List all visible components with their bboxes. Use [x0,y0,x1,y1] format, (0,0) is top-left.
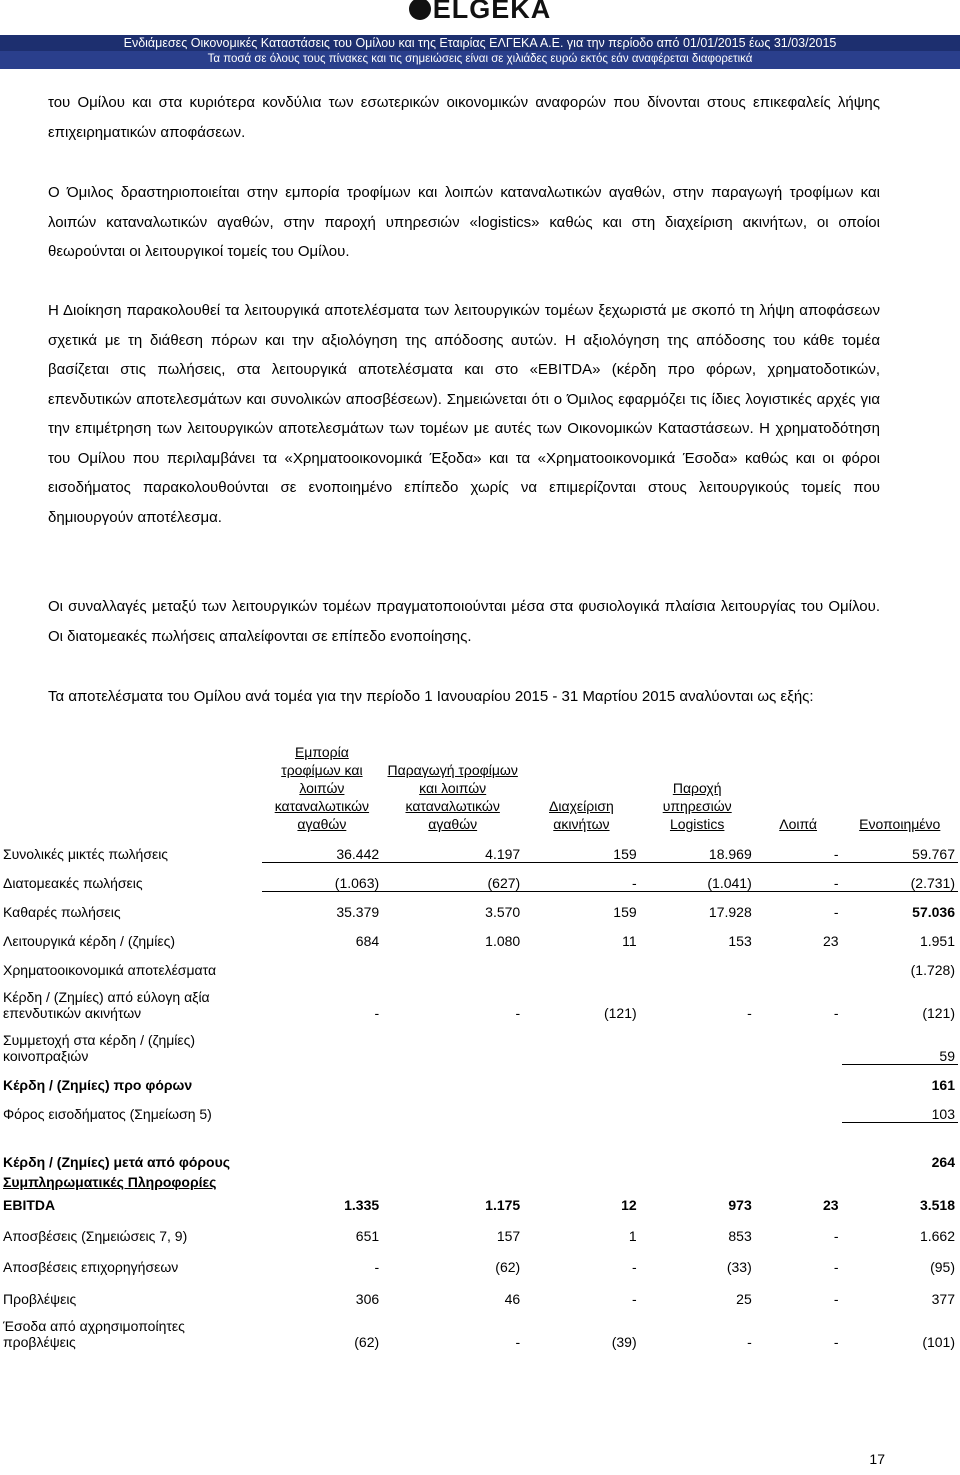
cell-value: 306 [355,1291,380,1307]
cell-value: - [833,1005,839,1021]
cell-value: 25 [736,1291,752,1307]
cell-value: (62) [495,1259,521,1275]
cell-value: 35.379 [336,904,380,920]
cell-value [842,1170,958,1190]
cell-value: (95) [930,1259,955,1275]
col-header: Παραγωγή τροφίμων και λοιπών καταναλωτικών αγαθών [387,762,518,832]
cell-value: (1.063) [262,862,383,891]
cell-value: 59.767 [842,833,958,862]
cell-value [640,1064,755,1093]
cell-value [523,1093,639,1122]
cell-value: 59 [842,1021,958,1064]
segment-results-table [0,743,958,1350]
row-label: Λειτουργικά κέρδη / (ζημίες) [3,933,176,949]
row-label: Αποσβέσεις (Σημειώσεις 7, 9) [3,1228,188,1244]
cell-value: 103 [842,1093,958,1122]
cell-value: 4.197 [382,833,523,862]
cell-value: 1 [628,1228,637,1244]
cell-value [755,1093,842,1122]
table-row [0,891,958,920]
cell-value: (33) [726,1259,752,1275]
row-label: Συμμετοχή στα κέρδη / (ζημίες) κοινοπραξιών [3,1032,196,1064]
cell-value: 153 [728,933,752,949]
table-row [0,978,958,1021]
paragraph-1: του Ομίλου και στα κυριότερα κονδύλια των εσωτερικών οικονομικών αναφορών που δίνονται στους επικεφαλείς λήψης επιχειρηματικών αποφάσεων. [48,94,880,141]
cell-value: 36.442 [262,833,383,862]
cell-value [523,1122,639,1170]
table-row [0,862,958,891]
table-row [0,1064,958,1093]
table-row [0,920,958,949]
logo-text: ELGEKA [432,0,552,24]
cell-value [755,1064,842,1093]
col-header: Λοιπά [779,816,818,832]
cell-value: 651 [355,1228,380,1244]
col-header: Εμπορία τροφίμων και λοιπών καταναλωτικών αγαθών [274,744,370,832]
paragraph-2: Ο Όμιλος δραστηριοποιείται στην εμπορία τροφίμων και λοιπών καταναλωτικών αγαθών, στην παραγωγή τροφίμων και λοιπών καταναλωτικών αγαθών, στην παροχή υπηρεσιών «logistics» καθώς και στη διαχείριση ακινήτων, οι οποίοι θεωρούνται οι λειτουργικοί τομείς του Ομίλου. [48,184,880,260]
cell-value: 264 [931,1154,955,1170]
cell-value: 23 [822,933,839,949]
cell-value [755,949,842,978]
col-header: Ενοποιημένο [859,816,941,832]
cell-value: 1.335 [344,1197,380,1213]
table-row [0,1190,958,1213]
cell-value: 1.662 [919,1228,955,1244]
cell-value [640,1093,755,1122]
col-header: Παροχή υπηρεσιών Logistics [662,780,732,832]
cell-value: (121) [603,1005,637,1021]
cell-value: (121) [922,1005,955,1021]
cell-value [755,1122,842,1170]
cell-value: - [631,1291,637,1307]
table-row [0,1170,958,1190]
table-row [0,1275,958,1307]
table-row [0,949,958,978]
cell-value: 159 [613,904,637,920]
cell-value: - [374,1005,380,1021]
cell-value: - [515,1005,521,1021]
cell-value: 3.570 [485,904,521,920]
cell-value: 1.175 [485,1197,521,1213]
header-subtitle: Τα ποσά σε όλους τους πίνακες και τις σημειώσεις είναι σε χιλιάδες ευρώ εκτός εάν αναφέρεται διαφορετικά [0,51,960,69]
row-label: EBITDA [3,1197,56,1213]
cell-value [262,1093,383,1122]
cell-value: 3.518 [919,1197,955,1213]
cell-value [382,1021,523,1064]
row-label: Χρηματοοικονομικά αποτελέσματα [3,962,217,978]
cell-value [640,1021,755,1064]
cell-value: (101) [922,1334,955,1350]
cell-value: 159 [523,833,639,862]
cell-value: 46 [504,1291,521,1307]
cell-value: - [755,833,842,862]
cell-value: 23 [822,1197,839,1213]
cell-value: - [515,1334,521,1350]
cell-value: - [833,1228,839,1244]
cell-value: 973 [728,1197,752,1213]
cell-value [523,1064,639,1093]
cell-value [640,949,755,978]
cell-value: (62) [354,1334,380,1350]
table-row [0,833,958,862]
cell-value: 377 [931,1291,955,1307]
cell-value: (627) [382,862,523,891]
cell-value [382,949,523,978]
cell-value: (2.731) [842,862,958,891]
table-row [0,1021,958,1064]
cell-value: 684 [355,933,380,949]
cell-value: 853 [728,1228,752,1244]
cell-value [755,1170,842,1190]
cell-value: 1.080 [485,933,521,949]
paragraph-4: Οι συναλλαγές μεταξύ των λειτουργικών τομέων πραγματοποιούνται μέσα στα φυσιολογικά πλαίσια λειτουργίας του Ομίλου. Οι διατομεακές πωλήσεις απαλείφονται σε επίπεδο ενοποίησης. [48,598,880,645]
cell-value: 161 [931,1077,955,1093]
cell-value [262,949,383,978]
row-label: Έσοδα από αχρησιμοποίητες προβλέψεις [3,1318,185,1350]
row-label: Προβλέψεις [3,1291,77,1307]
cell-value: (1.728) [910,962,955,978]
cell-value: 11 [622,933,637,949]
cell-value: - [833,1291,839,1307]
cell-value: - [833,1334,839,1350]
cell-value [523,949,639,978]
table-row [0,1244,958,1275]
cell-value: - [523,862,639,891]
cell-value [262,1122,383,1170]
table-row [0,1093,958,1122]
cell-value [523,1021,639,1064]
col-header: Διαχείριση ακινήτων [549,798,614,832]
cell-value: (1.041) [640,862,755,891]
row-label: Αποσβέσεις επιχορηγήσεων [3,1259,179,1275]
cell-value: 17.928 [708,904,752,920]
table-row [0,1122,958,1170]
page-number: 17 [869,1451,885,1467]
logo-mark-icon [409,0,431,20]
company-logo [0,0,960,30]
paragraph-3: Η Διοίκηση παρακολουθεί τα λειτουργικά αποτελέσματα των λειτουργικών τομέων ξεχωριστά με σκοπό τη λήψη αποφάσεων σχετικά με τη διάθεση πόρων και την αξιολόγηση της απόδοσης αυτών. Η αξιολόγηση της απόδοσης του κάθε τομέα βασίζεται στις πωλήσεις, στα λειτουργικά αποτελέσματα και στο «EBITDA» (κέρδη προ φόρων, χρηματοδοτικών, επενδυτικών αποτελεσμάτων και συνολικών αποσβέσεων). Σημειώνεται ότι ο Όμιλος εφαρμόζει τις ίδιες λογιστικές αρχές για την επιμέτρηση των λειτουργικών αποτελεσμάτων των τομέων με αυτές των Οικονομικών Καταστάσεων. Η χρηματοδότηση του Ομίλου που περιλαμβάνει τα «Χρηματοοικονομικά Έξοδα» και τα «Χρηματοοικονομικά Έσοδα» καθώς και οι φόροι εισοδήματος παρακολουθούνται σε ενοποιημένο επίπεδο χωρίς να επιμερίζονται στους λειτουργικούς τομείς που δημιουργούν αποτέλεσμα. [48,302,880,526]
cell-value [382,1064,523,1093]
row-label: Συνολικές μικτές πωλήσεις [3,846,169,862]
cell-value [755,1021,842,1064]
row-label: Καθαρές πωλήσεις [3,904,121,920]
cell-value: - [374,1259,380,1275]
table-row [0,1213,958,1244]
row-label: Φόρος εισοδήματος (Σημείωση 5) [3,1106,212,1122]
row-label: Κέρδη / (Ζημίες) μετά από φόρους [3,1154,231,1170]
cell-value [382,1093,523,1122]
cell-value: - [631,1259,637,1275]
cell-value: 157 [496,1228,521,1244]
cell-value [262,1064,383,1093]
cell-value: - [747,1334,752,1350]
cell-value: 57.036 [912,904,955,920]
cell-value: (39) [611,1334,637,1350]
header-title: Ενδιάμεσες Οικονομικές Καταστάσεις του Ομίλου και της Εταιρίας ΕΛΓΕΚΑ Α.Ε. για την περίοδο από 01/01/2015 έως 31/03/2015 [0,35,960,51]
paragraph-5: Τα αποτελέσματα του Ομίλου ανά τομέα για την περίοδο 1 Ιανουαρίου 2015 - 31 Μαρτίου 2015 αναλύονται ως εξής: [48,688,814,705]
row-label: Κέρδη / (Ζημίες) προ φόρων [3,1077,193,1093]
table-header-row [0,743,958,833]
cell-value: 12 [621,1197,637,1213]
cell-value [523,1170,639,1190]
cell-value [382,1170,523,1190]
cell-value: - [833,904,839,920]
cell-value [640,1122,755,1170]
cell-value: - [755,862,842,891]
cell-value [382,1122,523,1170]
cell-value [640,1170,755,1190]
cell-value: - [747,1005,752,1021]
table-row [0,1307,958,1350]
row-label: Συμπληρωματικές Πληροφορίες [3,1174,217,1190]
cell-value [262,1170,383,1190]
cell-value: 1.951 [919,933,955,949]
cell-value: - [833,1259,839,1275]
row-label: Κέρδη / (Ζημίες) από εύλογη αξία επενδυτικών ακινήτων [3,989,210,1021]
cell-value [262,1021,383,1064]
row-label: Διατομεακές πωλήσεις [3,875,143,891]
cell-value: 18.969 [640,833,755,862]
